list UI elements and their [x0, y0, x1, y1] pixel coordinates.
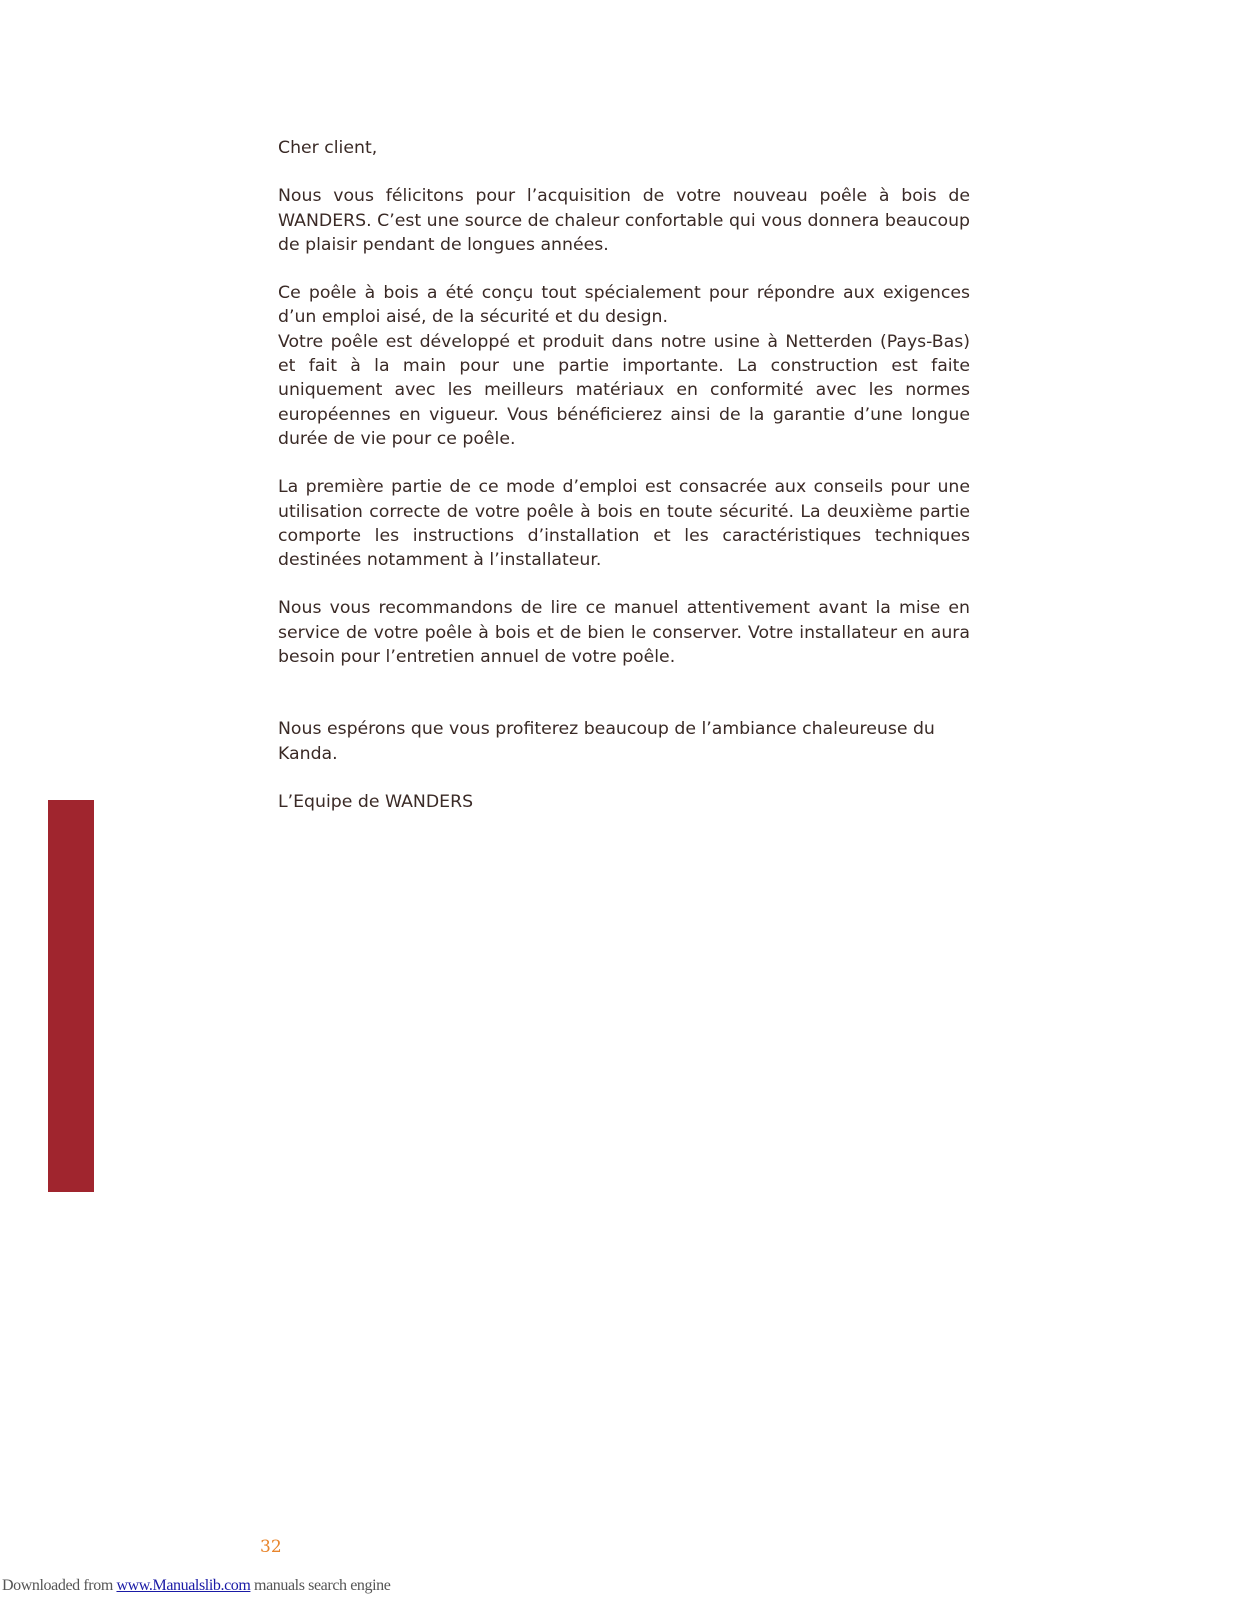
footer-suffix: manuals search engine [250, 1577, 391, 1594]
footer-prefix: Downloaded from [2, 1577, 117, 1594]
download-footer [2, 1577, 390, 1595]
manualslib-link[interactable]: www.Manualslib.com [116, 1577, 251, 1594]
page-number: 32 [260, 1537, 282, 1557]
letter-body [278, 136, 970, 814]
letter-closing: Nous espérons que vous profiterez beaucoup de l’ambiance chaleureuse du Kanda. [278, 719, 935, 764]
letter-signature: L’Equipe de WANDERS [278, 791, 474, 812]
letter-greeting: Cher client, [278, 138, 378, 158]
letter-paragraph: Votre poêle est développé et produit dans notre usine à Netterden (Pays-Bas) et fait à la main pour une partie importante. La construction est faite uniquement avec les meilleurs matériaux en conformité avec les normes européennes en vigueur. Vous bénéficierez ainsi de la garantie d’une longue durée de vie pour ce poêle. [278, 331, 970, 449]
section-color-tab [48, 800, 94, 1192]
letter-paragraph: Nous vous recommandons de lire ce manuel attentivement avant la mise en service de votre poêle à bois et de bien le conserver. Votre installateur en aura besoin pour l’entretien annuel de votre poêle. [278, 598, 970, 668]
letter-paragraph: Ce poêle à bois a été conçu tout spécialement pour répondre aux exigences d’un emploi aisé, de la sécurité et du design. [278, 283, 970, 328]
letter-paragraph: Nous vous félicitons pour l’acquisition de votre nouveau poêle à bois de WANDERS. C’est une source de chaleur confortable qui vous donnera beaucoup de plaisir pendant de longues années. [278, 186, 970, 255]
letter-paragraph: La première partie de ce mode d’emploi est consacrée aux conseils pour une utilisation correcte de votre poêle à bois en toute sécurité. La deuxième partie comporte les instructions d’installation et les caractéristiques techniques destinées notamment à l’installateur. [278, 477, 970, 571]
